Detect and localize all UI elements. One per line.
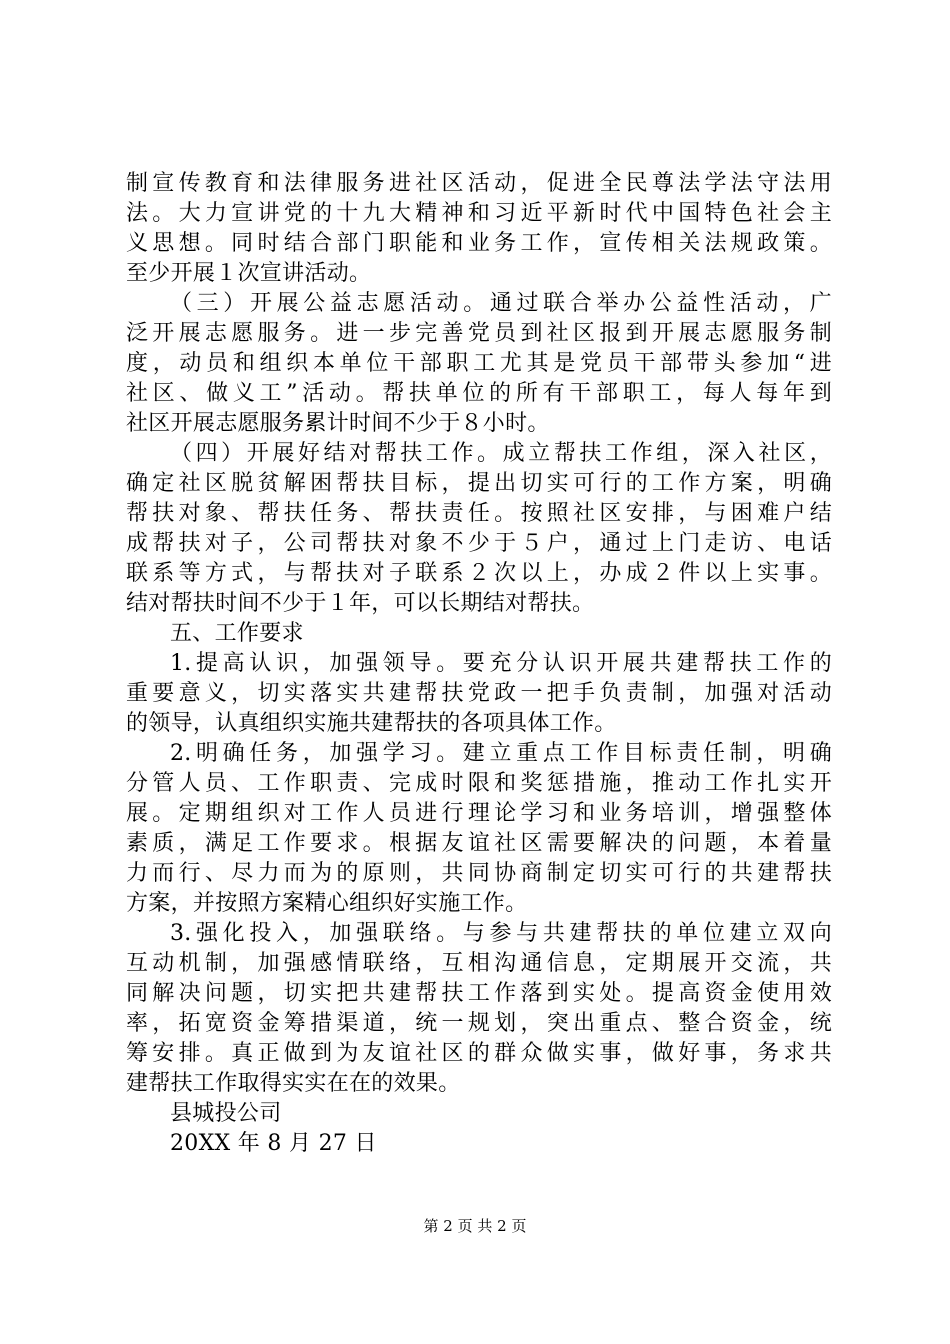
item-3-line: 3.强化投入，加强联络。与参与共建帮扶的单位建立双向: [170, 921, 832, 946]
text-line: 成帮扶对子，公司帮扶对象不少于５户，通过上门走访、电话: [126, 531, 832, 556]
item-1-line: 1.提高认识，加强领导。要充分认识开展共建帮扶工作的: [170, 651, 832, 676]
text-line: 制宣传教育和法律服务进社区活动，促进全民尊法学法守法用: [126, 171, 832, 196]
text-line: 至少开展１次宣讲活动。: [126, 261, 372, 286]
page-footer: 第 2 页 共 2 页: [423, 1217, 527, 1235]
text-line: 帮扶对象、帮扶任务、帮扶责任。按照社区安排，与困难户结: [126, 501, 832, 526]
text-line: 力而行、尽力而为的原则，共同协商制定切实可行的共建帮扶: [126, 861, 832, 886]
text-line: 互动机制，加强感情联络，互相沟通信息，定期展开交流，共: [126, 951, 832, 976]
text-line: 的领导，认真组织实施共建帮扶的各项具体工作。: [126, 711, 617, 736]
text-line: 法。大力宣讲党的十九大精神和习近平新时代中国特色社会主: [126, 201, 832, 226]
section-5-heading: 五、工作要求: [170, 621, 304, 646]
item-2-line: 2.明确任务，加强学习。建立重点工作目标责任制，明确: [170, 741, 832, 766]
text-line: 联系等方式，与帮扶对子联系２次以上，办成２件以上实事。: [126, 561, 832, 586]
text-line: 结对帮扶时间不少于１年，可以长期结对帮扶。: [126, 591, 595, 616]
section-4-heading-line: （四）开展好结对帮扶工作。成立帮扶工作组，深入社区，: [170, 441, 832, 466]
text-line: 展。定期组织对工作人员进行理论学习和业务培训，增强整体: [126, 801, 832, 826]
text-line: 度，动员和组织本单位干部职工尤其是党员干部带头参加“进: [126, 351, 832, 376]
section-3-heading-line: （三）开展公益志愿活动。通过联合举办公益性活动，广: [170, 291, 832, 316]
signature-date: 20XX 年 8 月 27 日: [170, 1131, 377, 1156]
text-line: 确定社区脱贫解困帮扶目标，提出切实可行的工作方案，明确: [126, 471, 832, 496]
text-line: 素质，满足工作要求。根据友谊社区需要解决的问题，本着量: [126, 831, 832, 856]
text-line: 同解决问题，切实把共建帮扶工作落到实处。提高资金使用效: [126, 981, 832, 1006]
text-line: 率，拓宽资金筹措渠道，统一规划，突出重点、整合资金，统: [126, 1011, 832, 1036]
text-line: 社区、做义工”活动。帮扶单位的所有干部职工，每人每年到: [126, 381, 832, 406]
text-line: 筹安排。真正做到为友谊社区的群众做实事，做好事，务求共: [126, 1041, 832, 1066]
signature-org: 县城投公司: [170, 1101, 282, 1126]
text-line: 分管人员、工作职责、完成时限和奖惩措施，推动工作扎实开: [126, 771, 832, 796]
text-line: 义思想。同时结合部门职能和业务工作，宣传相关法规政策。: [126, 231, 832, 256]
text-line: 建帮扶工作取得实实在在的效果。: [126, 1071, 461, 1096]
text-line: 泛开展志愿服务。进一步完善党员到社区报到开展志愿服务制: [126, 321, 832, 346]
text-line: 重要意义，切实落实共建帮扶党政一把手负责制，加强对活动: [126, 681, 832, 706]
text-line: 方案，并按照方案精心组织好实施工作。: [126, 891, 528, 916]
text-line: 社区开展志愿服务累计时间不少于８小时。: [126, 411, 550, 436]
document-body: [126, 169, 832, 1159]
